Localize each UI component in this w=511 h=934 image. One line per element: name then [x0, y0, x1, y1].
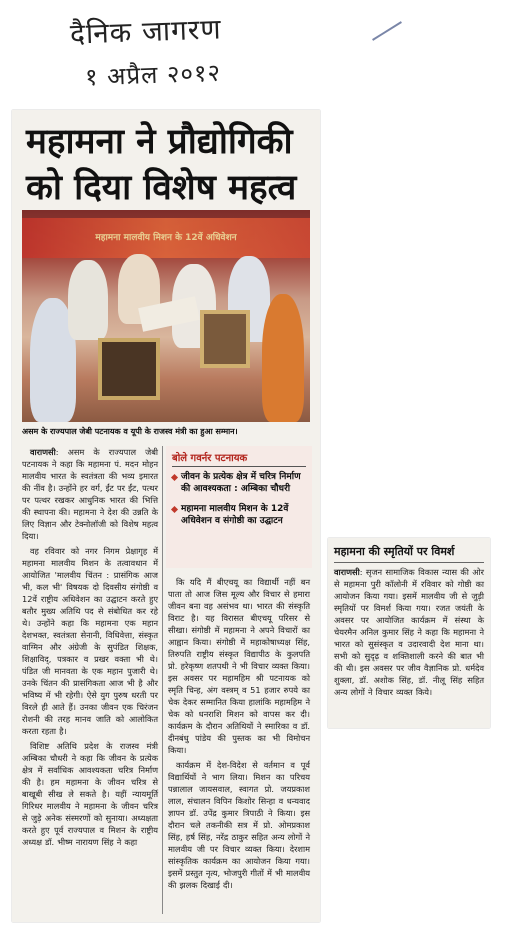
photo-banner-text: महामना मालवीय मिशन के 12वें अधिवेशन [95, 233, 237, 243]
highlight-box [166, 446, 312, 568]
box-point-text: महामना मालवीय मिशन के 12वें अधिवेशन व संगोष्ठी का उद्घाटन [181, 504, 289, 526]
box-point [172, 503, 306, 527]
photo-banner [22, 218, 310, 258]
side-heading: महामना की स्मृतियों पर विमर्श [334, 544, 484, 563]
headline-line-2: को दिया विशेष महत्व [26, 168, 297, 208]
article-paragraph: कार्यक्रम में देश-विदेश से वर्तमान व पूर्व विद्यार्थियों ने भाग लिया। मिशन का परिचय पन्नालाल जायसवाल, स्वागत प्रो. जयप्रकाश लाल, संचालन विपिन किशोर सिन्हा व धन्यवाद ज्ञापन डॉ. उपेंद्र कुमार त्रिपाठी ने किया। इस दौरान चले तकनीकी सत्र में प्रो. ओमप्रकाश सिंह, हर्ष सिंह, नरेंद्र ठाकुर सहित अन्य लोगों ने मालवीय जी पर विचार व्यक्त किया। देरशाम सांस्कृतिक कार्यक्रम का आयोजन किया गया। इसमें प्रस्तुत नृत्य, भोजपुरी गीतों में भी मालवीय की झलक दिखाई दी। [168, 760, 310, 890]
dateline: वाराणसी [334, 567, 360, 577]
headline-line-1: महामना ने प्रौद्योगिकी [26, 122, 293, 162]
article-photo [22, 210, 310, 422]
person-figure [262, 294, 304, 422]
column-divider [162, 446, 163, 914]
framed-memento [200, 310, 250, 368]
box-point-text: जीवन के प्रत्येक क्षेत्र में चरित्र निर्माण की आवश्यकता : अम्बिका चौधरी [181, 472, 301, 494]
pen-mark [372, 21, 402, 41]
box-point [172, 471, 306, 495]
person-figure [68, 260, 108, 340]
bullet-icon [171, 474, 178, 481]
handwritten-date: १ अप्रैल २०१२ [84, 58, 222, 92]
article-column-1 [22, 446, 158, 851]
article-column-2 [168, 576, 310, 894]
side-article-body [334, 566, 484, 698]
handwritten-newspaper-name: दैनिक जागरण [69, 12, 223, 51]
article-paragraph: विशिष्ट अतिथि प्रदेश के राजस्व मंत्री अम्बिका चौधरी ने कहा कि जीवन के प्रत्येक क्षेत्र में सर्वाधिक आवश्यकता चरित्र निर्माण की है। हम महामना के जीवन चरित्र से बाखूबी सीख ले सकते है। यहीं न्यायमूर्ति गिरिधर मालवीय ने महामना के जीवन चरित्र से जुड़े अनेक संस्मरणों को सुनाया। अध्यक्षता करते हुए पूर्व राज्यपाल व मिशन के राष्ट्रीय अध्यक्ष डॉ. भीष्म नारायण सिंह ने कहा [22, 741, 158, 847]
dateline: वाराणसी [30, 447, 56, 457]
main-article-clipping [12, 110, 320, 922]
side-article-clipping [328, 538, 490, 728]
bullet-icon [171, 506, 178, 513]
box-title: बोले गवर्नर पटनायक [172, 450, 306, 467]
framed-portrait [98, 338, 160, 400]
article-paragraph [22, 446, 158, 542]
photo-caption: असम के राज्यपाल जेबी पटनायक व यूपी के राजस्व मंत्री का हुआ सम्मान। [22, 427, 238, 436]
article-paragraph: कि यदि मैं बीएचयू का विद्यार्थी नहीं बन पाता तो आज जिस मूल्य और विचार से हमारा जीवन बना वह असंभव था। भारत की संस्कृति विराट है। यह विरासत बीएचयू परिसर से सीखा। संगोष्ठी में महामना ने अपने विचारों का आह्वान किया। संगोष्ठी में महाकोषाध्यक्ष सिंह, तिरुपति राष्ट्रीय संस्कृत विद्यापीठ के कुलपति प्रो. हरेकृष्ण शतपथी ने भी विचार व्यक्त किया। इस अवसर पर महामहिम श्री पटनायक को स्मृति चिन्ह, अंग वस्त्रम् व 51 हजार रुपये का चेक देकर सम्मानित किया हालांकि महामहिम ने चेक को धनराशि मिशन को वापस कर दी। कार्यक्रम के दौरान अतिथियों ने स्मारिका व डॉ. दीनबंधु पांडेय की पुस्तक का भी विमोचन किया। [168, 577, 310, 755]
side-body-text: : सृजन सामाजिक विकास न्यास की ओर से महामना पुरी कॉलोनी में रविवार को गोष्ठी का आयोजन किया गया। इसमें मालवीय जी से जुड़ी स्मृतियों पर विमर्श किया गया। रजत जयंती के अवसर पर आयोजित कार्यक्रम में संस्था के चेयरमैन अनिल कुमार सिंह ने कहा कि महामना ने भारत को सुसंस्कृत व उदारवादी देश माना था। सभी को सुदृढ़ व शक्तिशाली करने की बात भी की थी। इस अवसर पर जीव वैज्ञानिक प्रो. धर्मदेव शुक्ला, डॉ. अशोक सिंह, डॉ. नीलू सिंह सहित अन्य लोगों ने विचार व्यक्त किये। [334, 567, 484, 697]
paragraph-text: : असम के राज्यपाल जेबी पटनायक ने कहा कि महामना पं. मदन मोहन मालवीय भारत के स्वतंत्रता की भव्य इमारत की नींव है। उन्होंने हर वर्ग, ईंट पर ईंट, पत्थर पर पत्थर रखकर आधुनिक भारत की भित्ति की स्थापना की। महामना ने देश की उन्नति के लिए विज्ञान और टेक्नोलॉजी को विशेष महत्व दिया। [22, 447, 158, 541]
article-paragraph: वह रविवार को नगर निगम प्रेक्षागृह में महामना मालवीय मिशन के तत्वावधान में आयोजित 'मालवीय चिंतन : प्रासंगिक आज भी, कल भी' विषयक दो दिवसीय संगोष्ठी व 12वें राष्ट्रीय अधिवेशन का उद्घाटन करते हुए बतौर मुख्य अतिथि पद से संबोधित कर रहे थे। उन्होंने कहा कि महामना एक महान देशभक्त, स्वतंत्रता सेनानी, विधिवेत्ता, संस्कृत वाग्मिन और अंग्रेजी के सुपंडित शिक्षक, शिक्षाविद्, पत्रकार व प्रखर वक्ता भी थे। पंडित जी मानवता के एक महान पुजारी थे। उनके चिंतन की प्रासंगिकता आज भी है और भविष्य में भी रहेगी। ऐसे युग पुरुष धरती पर विरले ही आते हैं। उनका जीवन एक चिरंजन रोशनी की तरह मानव जाति को आलोकित करता रहता है। [22, 546, 158, 736]
